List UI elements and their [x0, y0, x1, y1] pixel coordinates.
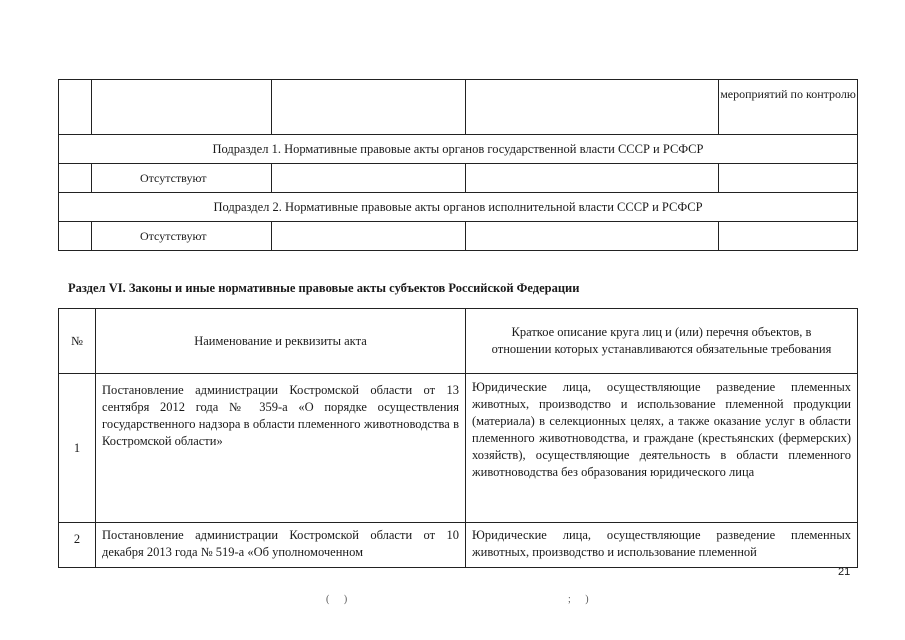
cell — [92, 80, 272, 135]
header-description: Краткое описание круга лиц и (или) перечня объектов, в отношении которых устанавливаются обязательные требования — [466, 309, 858, 374]
cell — [719, 164, 858, 193]
absent-2-text: Отсутствуют — [92, 222, 272, 251]
cell — [466, 80, 719, 135]
row-num: 2 — [59, 523, 96, 568]
control-measures-cell: мероприятий по контролю — [719, 80, 858, 135]
section-title: Раздел VI. Законы и иные нормативные правовые акты субъектов Российской Федерации — [68, 281, 580, 295]
act-description: Юридические лица, осуществляющие разведение племенных животных, производство и использование племенной — [466, 523, 858, 568]
act-name: Постановление администрации Костромской области от 10 декабря 2013 года № 519-а «Об уполномоченном — [96, 523, 466, 568]
acts-table — [58, 308, 858, 568]
cell — [466, 164, 719, 193]
cell — [272, 80, 466, 135]
cell — [272, 222, 466, 251]
page-number: 21 — [838, 566, 851, 578]
act-description: Юридические лица, осуществляющие разведение племенных животных, производство и использование племенной продукции (материала) в селекционных целях, а также оказание услуг в области племенного животноводства, и граждане (крестьянских (фермерских) хозяйств), осуществляющие деятельность в области племенного животноводства без образования юридического лица — [466, 374, 858, 523]
cell — [59, 164, 92, 193]
top-table — [58, 79, 858, 251]
cell — [466, 222, 719, 251]
scan-mark-left: ( ) — [326, 594, 354, 605]
header-name: Наименование и реквизиты акта — [96, 309, 466, 374]
subsection-2-heading: Подраздел 2. Нормативные правовые акты органов исполнительной власти СССР и РСФСР — [59, 193, 858, 222]
cell — [59, 222, 92, 251]
absent-1-text: Отсутствуют — [92, 164, 272, 193]
header-num: № — [59, 309, 96, 374]
scan-mark-right: ; ) — [568, 594, 595, 605]
table-row — [59, 523, 858, 568]
act-name: Постановление администрации Костромской области от 13 сентября 2012 года № 359-а «О порядке осуществления государственного надзора в области племенного животноводства в Костромской области» — [96, 374, 466, 523]
cell — [719, 222, 858, 251]
table-row — [59, 374, 858, 523]
cell — [272, 164, 466, 193]
subsection-1-heading: Подраздел 1. Нормативные правовые акты органов государственной власти СССР и РСФСР — [59, 135, 858, 164]
row-num: 1 — [59, 374, 96, 523]
cell — [59, 80, 92, 135]
